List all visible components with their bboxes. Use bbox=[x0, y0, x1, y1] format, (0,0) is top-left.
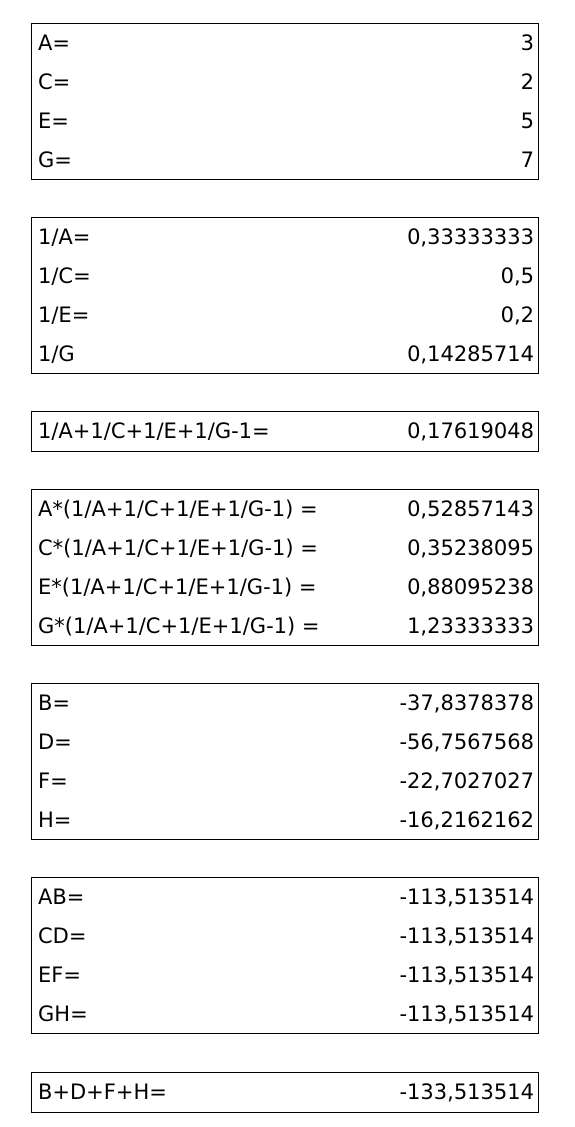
row-value: -113,513514 bbox=[399, 924, 534, 949]
row-value: 0,33333333 bbox=[407, 225, 534, 250]
table-row bbox=[32, 684, 538, 723]
row-label: EF= bbox=[38, 962, 81, 987]
table-row bbox=[32, 296, 538, 335]
row-label: G= bbox=[38, 147, 72, 172]
row-label: D= bbox=[38, 730, 72, 755]
pair-products-box bbox=[31, 877, 539, 1034]
row-label: H= bbox=[38, 807, 72, 832]
row-label: 1/G bbox=[38, 341, 75, 366]
row-label: E= bbox=[38, 108, 69, 133]
row-value: -16,2162162 bbox=[399, 807, 534, 832]
row-value: -133,513514 bbox=[399, 1080, 534, 1105]
table-row bbox=[32, 140, 538, 179]
table-row bbox=[32, 63, 538, 102]
table-row bbox=[32, 762, 538, 801]
table-row bbox=[32, 800, 538, 839]
table-row bbox=[32, 529, 538, 568]
row-label: CD= bbox=[38, 924, 87, 949]
inputs-box bbox=[31, 23, 539, 180]
row-label: B= bbox=[38, 691, 71, 716]
row-label: G*(1/A+1/C+1/E+1/G-1) = bbox=[38, 613, 320, 638]
row-value: 1,23333333 bbox=[407, 613, 534, 638]
row-value: 0,14285714 bbox=[407, 341, 534, 366]
table-row bbox=[32, 956, 538, 995]
row-value: -22,7027027 bbox=[399, 768, 534, 793]
row-label: C*(1/A+1/C+1/E+1/G-1) = bbox=[38, 536, 318, 561]
table-row bbox=[32, 878, 538, 917]
table-row bbox=[32, 606, 538, 645]
row-label: AB= bbox=[38, 885, 85, 910]
row-value: 0,35238095 bbox=[407, 536, 534, 561]
row-label: A= bbox=[38, 31, 70, 56]
reciprocals-box bbox=[31, 217, 539, 374]
table-row bbox=[32, 412, 538, 451]
row-label: C= bbox=[38, 70, 71, 95]
table-row bbox=[32, 490, 538, 529]
row-value: 0,2 bbox=[500, 302, 534, 327]
row-value: -56,7567568 bbox=[399, 730, 534, 755]
row-label: 1/A= bbox=[38, 225, 91, 250]
table-row bbox=[32, 24, 538, 63]
row-value: -37,8378378 bbox=[399, 691, 534, 716]
row-label: 1/E= bbox=[38, 302, 90, 327]
row-label: F= bbox=[38, 768, 68, 793]
table-row bbox=[32, 218, 538, 257]
row-label: A*(1/A+1/C+1/E+1/G-1) = bbox=[38, 497, 318, 522]
row-value: 5 bbox=[520, 108, 534, 133]
row-value: -113,513514 bbox=[399, 962, 534, 987]
table-row bbox=[32, 723, 538, 762]
row-label: 1/C= bbox=[38, 264, 91, 289]
row-label: B+D+F+H= bbox=[38, 1080, 167, 1105]
row-value: 0,5 bbox=[500, 264, 534, 289]
row-value: 2 bbox=[520, 70, 534, 95]
reciprocal-sum-box bbox=[31, 411, 539, 452]
table-row bbox=[32, 257, 538, 296]
row-value: 0,52857143 bbox=[407, 497, 534, 522]
table-row bbox=[32, 334, 538, 373]
row-label: E*(1/A+1/C+1/E+1/G-1) = bbox=[38, 574, 317, 599]
row-value: 0,88095238 bbox=[407, 574, 534, 599]
table-row bbox=[32, 994, 538, 1033]
table-row bbox=[32, 1073, 538, 1112]
final-sum-box bbox=[31, 1072, 539, 1113]
row-value: -113,513514 bbox=[399, 885, 534, 910]
row-value: 0,17619048 bbox=[407, 419, 534, 444]
table-row bbox=[32, 102, 538, 141]
row-value: 7 bbox=[520, 147, 534, 172]
row-label: GH= bbox=[38, 1001, 88, 1026]
products-box bbox=[31, 489, 539, 646]
table-row bbox=[32, 568, 538, 607]
row-value: -113,513514 bbox=[399, 1001, 534, 1026]
row-value: 3 bbox=[520, 31, 534, 56]
table-row bbox=[32, 917, 538, 956]
negatives-box bbox=[31, 683, 539, 840]
row-label: 1/A+1/C+1/E+1/G-1= bbox=[38, 419, 270, 444]
